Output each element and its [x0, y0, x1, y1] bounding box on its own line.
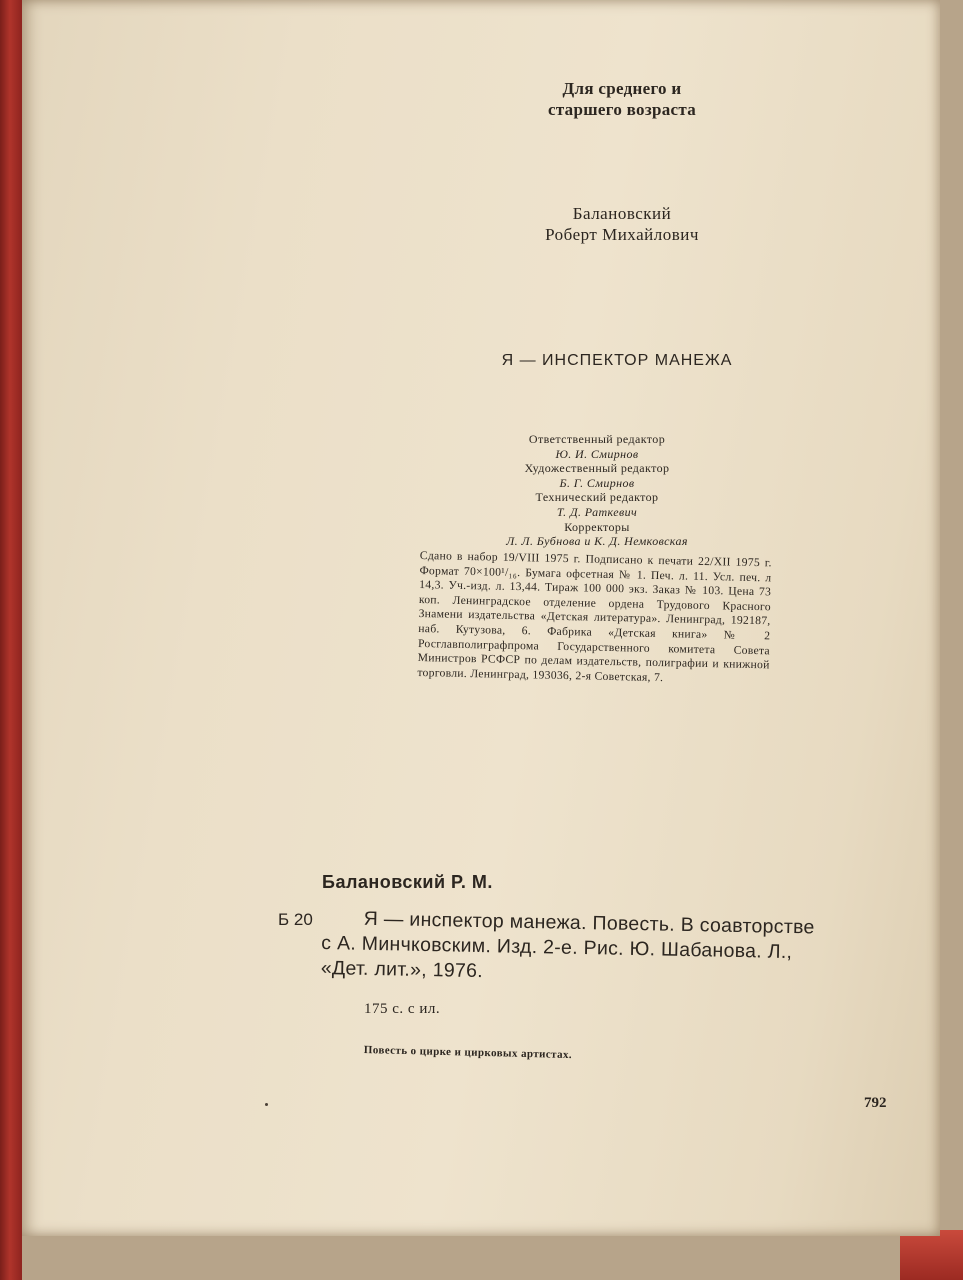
book-title: Я — ИНСПЕКТОР МАНЕЖА	[501, 352, 733, 369]
credit-name: Ю. И. Смирнов	[555, 446, 639, 461]
author-given-names: Роберт Михайлович	[545, 225, 699, 244]
credit-name: Л. Л. Бубнова и К. Д. Немковская	[506, 534, 688, 549]
credits-block	[442, 432, 752, 549]
age-recommendation	[502, 78, 742, 120]
age-line-2: старшего возраста	[547, 100, 697, 119]
author-full-name	[492, 203, 752, 245]
book-cover-corner	[900, 1230, 963, 1280]
credit-name: Т. Д. Раткевич	[556, 504, 638, 519]
catalog-card-code: Б 20	[278, 910, 313, 929]
book-page	[22, 0, 940, 1236]
catalog-card-author: Балановский Р. М.	[322, 872, 493, 892]
imprint-paragraph: Сдано в набор 19/VIII 1975 г. Подписано к печати 22/XII 1975 г. Формат 70×100¹/₁₆. Бумага офсетная № 1. Печ. л. 11. Усл. печ. л 14,3. Уч.-изд. л. 13,44. Тираж 100 000 экз. Заказ № 103. Цена 73 коп. Ленинградское отделение ордена Трудового Красного Знамени издательства «Детская литература». Ленинград, 192187, наб. Кутузова, 6. Фабрика «Детская книга» № 2 Росглавполиграфпрома Государственного комитета Совета Министров РСФСР по делам издательств, полиграфии и книжной торговли. Ленинград, 193036, 2-я Советская, 7.	[417, 549, 772, 684]
credit-role: Ответственный редактор	[528, 432, 666, 446]
credit-name: Б. Г. Смирнов	[559, 475, 635, 490]
credit-role: Корректоры	[564, 519, 630, 534]
credit-role: Художественный редактор	[524, 461, 670, 476]
description-line-3: «Дет. лит.», 1976.	[320, 956, 484, 983]
catalog-card-pages: 175 с. с ил.	[364, 1001, 441, 1017]
description-line-1: Я — инспектор манежа. Повесть. В соавторстве	[363, 907, 815, 939]
book-cover-edge	[0, 0, 22, 1280]
catalog-card-number: 792	[864, 1095, 887, 1111]
credit-role: Технический редактор	[535, 490, 659, 505]
print-speck	[265, 1103, 268, 1106]
author-surname: Балановский	[572, 204, 672, 223]
description-line-2: с А. Минчковским. Изд. 2-е. Рис. Ю. Шабанова. Л.,	[321, 931, 793, 964]
age-line-1: Для среднего и	[562, 79, 682, 98]
catalog-card-description	[321, 906, 902, 992]
catalog-card-annotation: Повесть о цирке и цирковых артистах.	[363, 1044, 573, 1062]
